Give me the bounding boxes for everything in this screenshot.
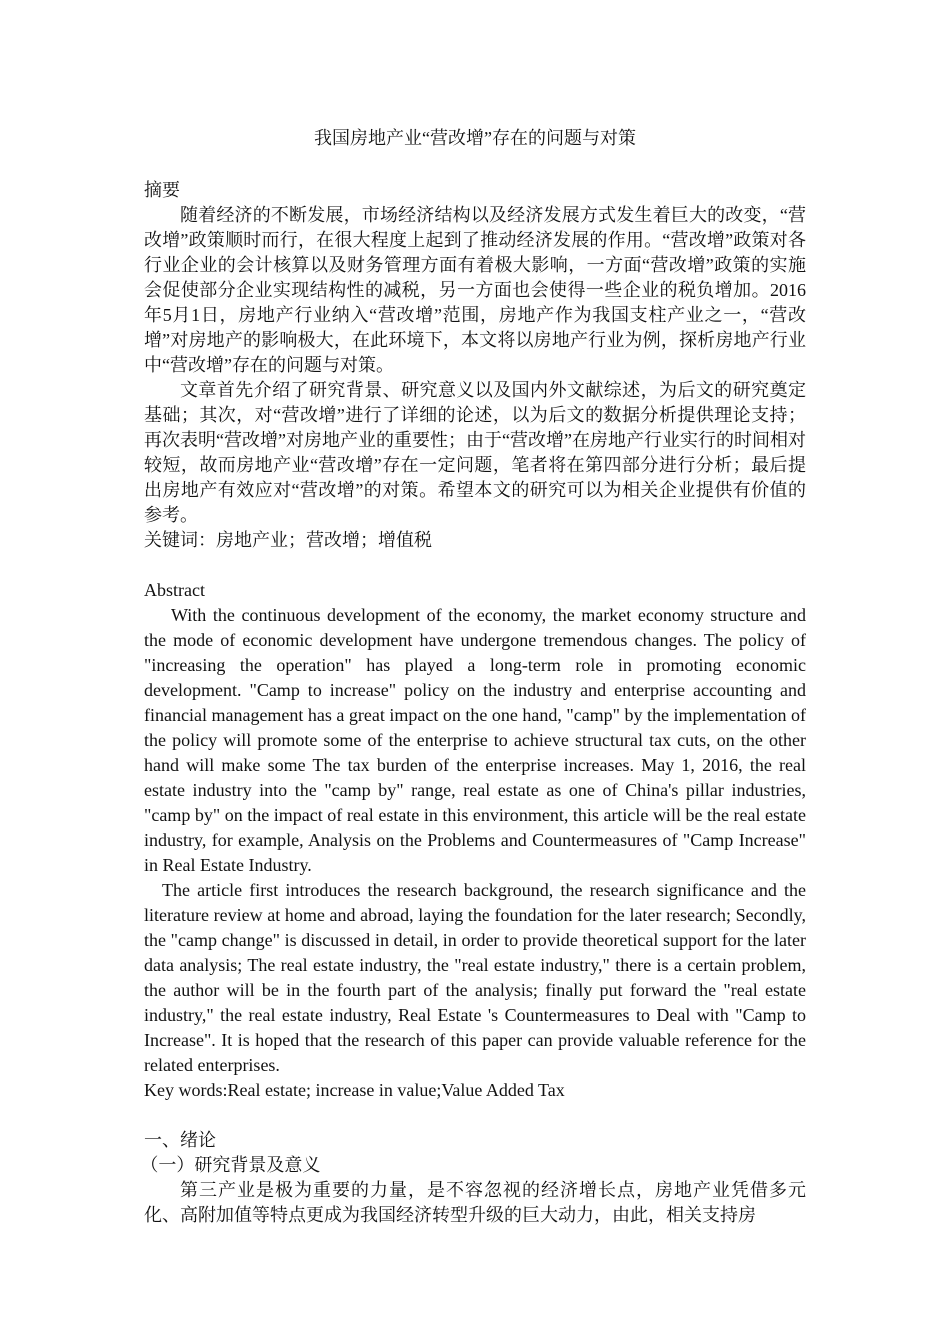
document-page [140,126,806,1228]
chapter-1-section-heading: （一）研究背景及意义 [140,1155,321,1175]
abstract-en-keywords: Key words:Real estate; increase in value;Value Added Tax [144,1080,565,1100]
abstract-cn-paragraph-2: 文章首先介绍了研究背景、研究意义以及国内外文献综述，为后文的研究奠定基础；其次，对“营改增”进行了详细的论述，以为后文的数据分析提供理论支持；再次表明“营改增”对房地产业的重要性；由于“营改增”在房地产行业实行的时间相对较短，故而房地产业“营改增”存在一定问题，笔者将在第四部分进行分析；最后提出房地产有效应对“营改增”的对策。希望本文的研究可以为相关企业提供有价值的参考。 [144,380,806,525]
abstract-en-section [144,578,806,1103]
chapter-1-paragraph: 第三产业是极为重要的力量，是不容忽视的经济增长点，房地产业凭借多元化、高附加值等特点更成为我国经济转型升级的巨大动力，由此，相关支持房 [144,1180,806,1225]
spacer [144,553,806,578]
abstract-cn-paragraph-1: 随着经济的不断发展，市场经济结构以及经济发展方式发生着巨大的改变，“营改增”政策顺时而行，在很大程度上起到了推动经济发展的作用。“营改增”政策对各行业企业的会计核算以及财务管理方面有着极大影响，一方面“营改增”政策的实施会促使部分企业实现结构性的减税，另一方面也会使得一些企业的税负增加。2016年5月1日，房地产行业纳入“营改增”范围，房地产作为我国支柱产业之一，“营改增”对房地产的影响极大，在此环境下，本文将以房地产行业为例，探析房地产行业中“营改增”存在的问题与对策。 [144,205,806,375]
chapter-1-heading: 一、绪论 [144,1130,216,1150]
document-title: 我国房地产业“营改增”存在的问题与对策 [314,128,636,148]
chapter-1-section [140,1128,806,1228]
abstract-cn-keywords: 关键词：房地产业；营改增；增值税 [144,530,432,550]
abstract-en-heading: Abstract [144,580,205,600]
spacer [144,1103,806,1128]
abstract-en-paragraph-2: The article first introduces the research background, the research significance and the literature review at home and abroad, laying the foundation for the later research; Secondly, the "camp change" is discussed in detail, in order to provide theoretical support for the later data analysis; The real estate industry, the "real estate industry," there is a certain problem, the author will be in the fourth part of the analysis; finally put forward the "real estate industry," the real estate industry, Real Estate 's Countermeasures to Deal with "Camp to Increase". It is hoped that the research of this paper can provide valuable reference for the related enterprises. [144,880,806,1075]
abstract-en-paragraph-1: With the continuous development of the economy, the market economy structure and the mode of economic development have undergone tremendous changes. The policy of "increasing the operation" has played a long-term role in promoting economic development. "Camp to increase" policy on the industry and enterprise accounting and financial management has a great impact on the one hand, "camp" by the implementation of the policy will promote some of the enterprise to achieve structural tax cuts, on the other hand will make some The tax burden of the enterprise increases. May 1, 2016, the real estate industry into the "camp by" range, real estate as one of China's pillar industries, "camp by" on the impact of real estate in this environment, this article will be the real estate industry, for example, Analysis on the Problems and Countermeasures of "Camp Increase" in Real Estate Industry. [144,605,806,875]
abstract-cn-heading: 摘要 [144,180,180,200]
abstract-cn-section [144,178,806,553]
